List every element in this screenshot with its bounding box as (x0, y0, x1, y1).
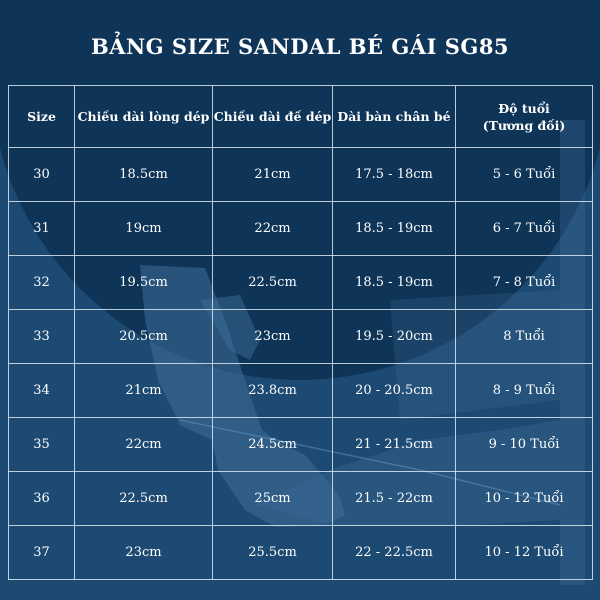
cell-foot: 20 - 20.5cm (333, 364, 456, 418)
cell-foot: 22 - 22.5cm (333, 526, 456, 580)
cell-insole: 19.5cm (75, 256, 213, 310)
cell-size: 34 (9, 364, 75, 418)
cell-size: 33 (9, 310, 75, 364)
cell-age: 10 - 12 Tuổi (456, 472, 593, 526)
table-row (9, 472, 593, 526)
table-row (9, 148, 593, 202)
cell-outsole: 21cm (213, 148, 333, 202)
cell-insole: 18.5cm (75, 148, 213, 202)
cell-size: 30 (9, 148, 75, 202)
cell-outsole: 25.5cm (213, 526, 333, 580)
table-row (9, 418, 593, 472)
header-age-line1: Độ tuổi (498, 100, 550, 116)
cell-insole: 19cm (75, 202, 213, 256)
table-row (9, 526, 593, 580)
table-row (9, 364, 593, 418)
cell-size: 31 (9, 202, 75, 256)
size-table (8, 85, 593, 580)
cell-age: 7 - 8 Tuổi (456, 256, 593, 310)
cell-age: 6 - 7 Tuổi (456, 202, 593, 256)
table-row (9, 310, 593, 364)
cell-outsole: 22.5cm (213, 256, 333, 310)
cell-age: 10 - 12 Tuổi (456, 526, 593, 580)
table-row (9, 256, 593, 310)
cell-age: 8 Tuổi (456, 310, 593, 364)
cell-outsole: 25cm (213, 472, 333, 526)
cell-foot: 21 - 21.5cm (333, 418, 456, 472)
cell-insole: 20.5cm (75, 310, 213, 364)
cell-age: 8 - 9 Tuổi (456, 364, 593, 418)
table-row (9, 202, 593, 256)
cell-size: 37 (9, 526, 75, 580)
cell-age: 5 - 6 Tuổi (456, 148, 593, 202)
cell-outsole: 23cm (213, 310, 333, 364)
cell-foot: 18.5 - 19cm (333, 202, 456, 256)
cell-size: 36 (9, 472, 75, 526)
cell-size: 32 (9, 256, 75, 310)
header-foot-length: Dài bàn chân bé (333, 86, 456, 148)
header-size: Size (9, 86, 75, 148)
cell-insole: 21cm (75, 364, 213, 418)
cell-foot: 21.5 - 22cm (333, 472, 456, 526)
cell-foot: 18.5 - 19cm (333, 256, 456, 310)
header-insole-length: Chiều dài lòng dép (75, 86, 213, 148)
cell-foot: 19.5 - 20cm (333, 310, 456, 364)
cell-outsole: 24.5cm (213, 418, 333, 472)
cell-age: 9 - 10 Tuổi (456, 418, 593, 472)
cell-insole: 23cm (75, 526, 213, 580)
cell-insole: 22cm (75, 418, 213, 472)
cell-insole: 22.5cm (75, 472, 213, 526)
cell-size: 35 (9, 418, 75, 472)
header-age-line2: (Tương đối) (482, 117, 566, 133)
cell-outsole: 22cm (213, 202, 333, 256)
header-outsole-length: Chiều dài đế dép (213, 86, 333, 148)
header-age (456, 86, 593, 148)
cell-foot: 17.5 - 18cm (333, 148, 456, 202)
table-header-row (9, 86, 593, 148)
cell-outsole: 23.8cm (213, 364, 333, 418)
page-title: BẢNG SIZE SANDAL BÉ GÁI SG85 (90, 34, 510, 59)
